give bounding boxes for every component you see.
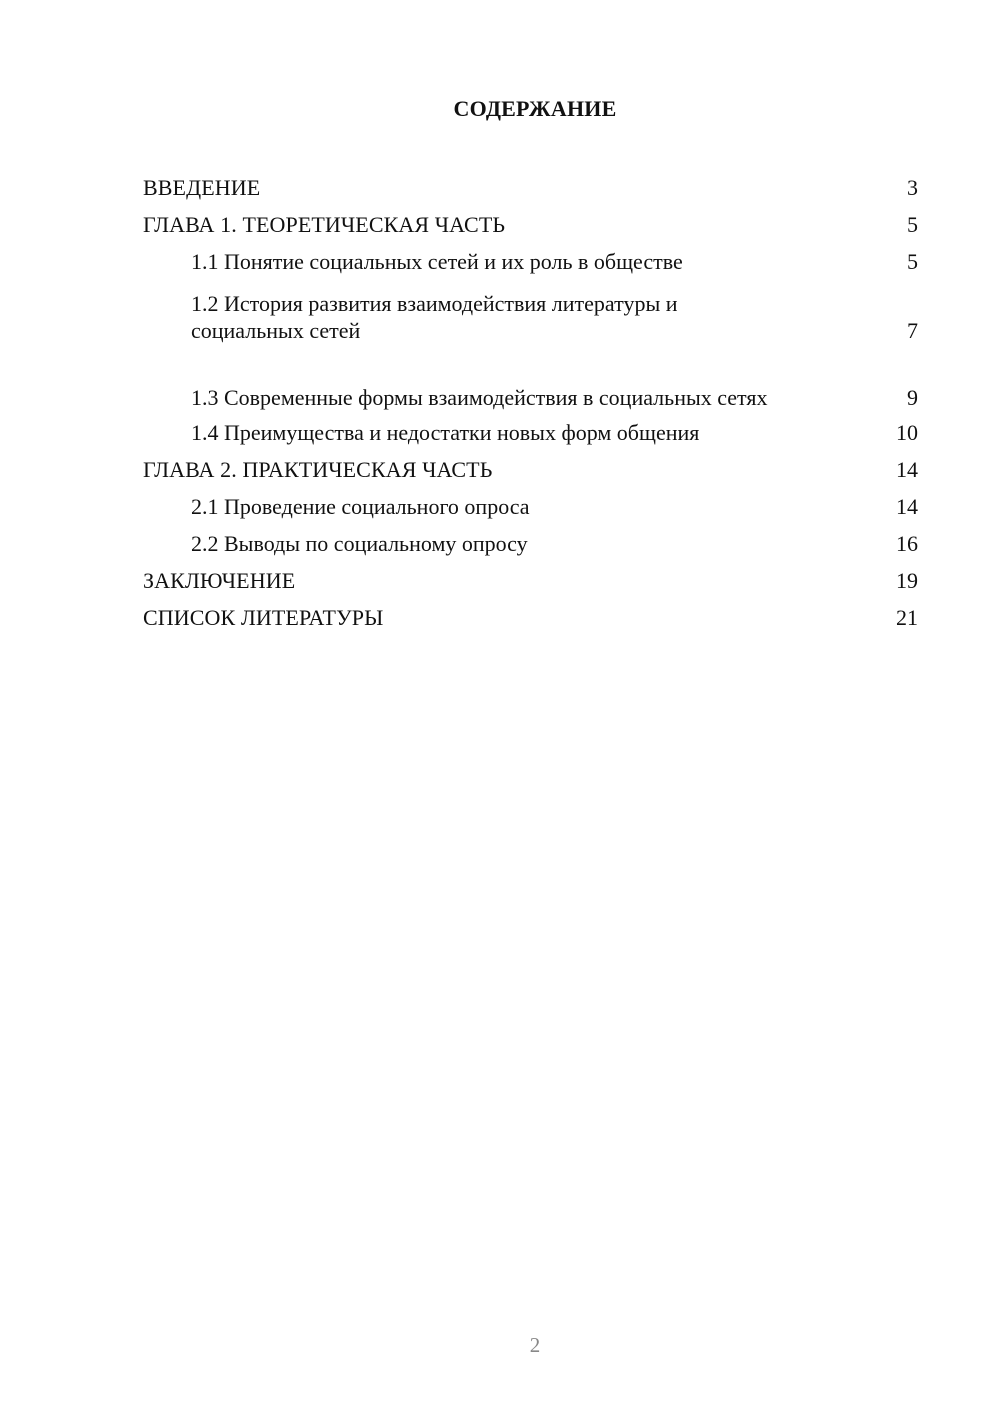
toc-entry-title: 2.1 Проведение социального опроса bbox=[191, 494, 530, 519]
page-title: СОДЕРЖАНИЕ bbox=[453, 96, 617, 121]
toc-entry-section-2-1 bbox=[143, 488, 918, 525]
toc-entry-page: 14 bbox=[896, 494, 918, 519]
toc-entry-title: ГЛАВА 1. ТЕОРЕТИЧЕСКАЯ ЧАСТЬ bbox=[143, 212, 506, 237]
toc-entry-title: СПИСОК ЛИТЕРАТУРЫ bbox=[143, 605, 384, 630]
toc-entry-title: ГЛАВА 2. ПРАКТИЧЕСКАЯ ЧАСТЬ bbox=[143, 457, 493, 482]
toc-entry-page: 16 bbox=[896, 531, 918, 556]
toc-entry-page: 3 bbox=[907, 175, 918, 200]
toc-entry-title: 2.2 Выводы по социальному опросу bbox=[191, 531, 528, 556]
toc-entry-chapter-2 bbox=[143, 451, 918, 488]
page-number: 2 bbox=[529, 1333, 541, 1357]
toc-entry-section-2-2 bbox=[143, 525, 918, 562]
toc-entry-conclusion bbox=[143, 562, 918, 599]
toc-entry-section-1-2 bbox=[143, 280, 918, 347]
toc-entry-title: 1.2 История развития взаимодействия литературы и социальных сетей bbox=[191, 291, 678, 343]
table-of-contents bbox=[143, 169, 918, 636]
toc-entry-title: 1.1 Понятие социальных сетей и их роль в обществе bbox=[191, 249, 683, 274]
toc-entry-section-1-3 bbox=[143, 347, 918, 414]
toc-entry-page: 7 bbox=[907, 318, 918, 343]
toc-entry-section-1-4 bbox=[143, 414, 918, 451]
toc-entry-page: 21 bbox=[896, 605, 918, 630]
toc-entry-introduction bbox=[143, 169, 918, 206]
toc-entry-page: 5 bbox=[907, 212, 918, 237]
toc-entry-page: 19 bbox=[896, 568, 918, 593]
toc-entry-bibliography bbox=[143, 599, 918, 636]
toc-entry-section-1-1 bbox=[143, 243, 918, 280]
toc-entry-page: 10 bbox=[896, 420, 918, 445]
toc-entry-title: ВВЕДЕНИЕ bbox=[143, 175, 261, 200]
toc-entry-page: 14 bbox=[896, 457, 918, 482]
toc-entry-chapter-1 bbox=[143, 206, 918, 243]
toc-entry-title: 1.3 Современные формы взаимодействия в социальных сетях bbox=[191, 385, 768, 410]
toc-entry-page: 5 bbox=[907, 249, 918, 274]
toc-entry-title: ЗАКЛЮЧЕНИЕ bbox=[143, 568, 296, 593]
toc-entry-title: 1.4 Преимущества и недостатки новых форм общения bbox=[191, 420, 700, 445]
toc-entry-page: 9 bbox=[907, 385, 918, 410]
